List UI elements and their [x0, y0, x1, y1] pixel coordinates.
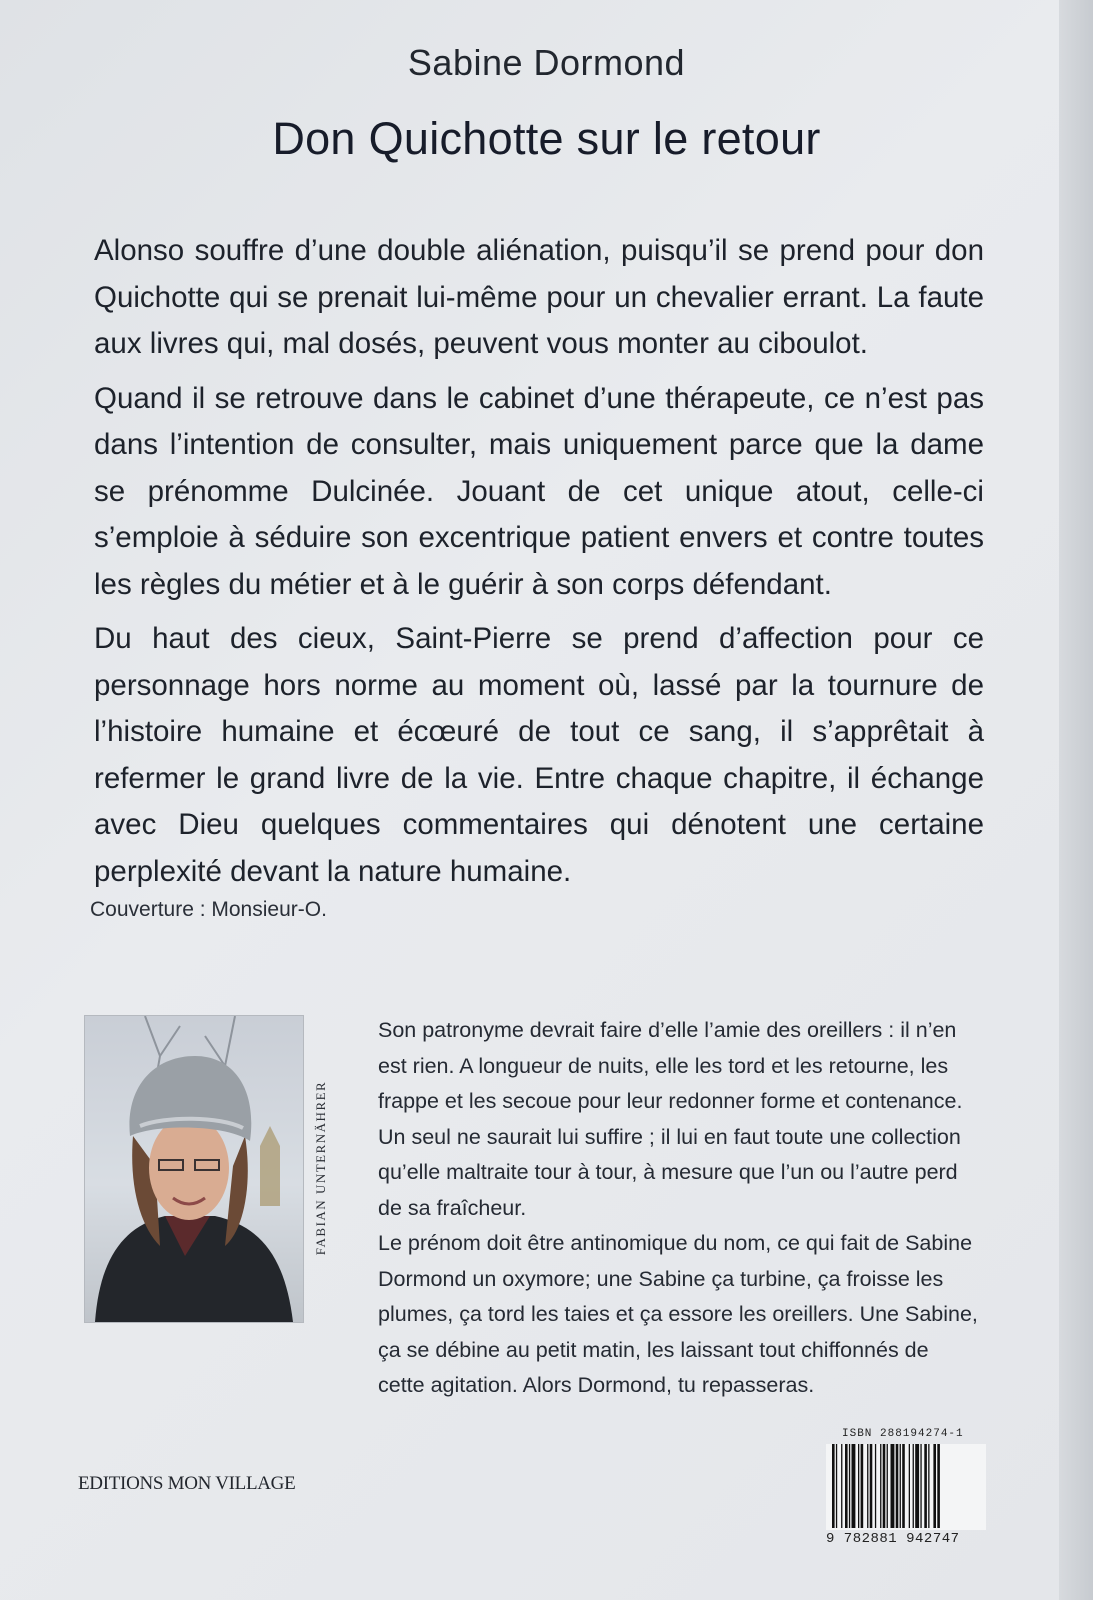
cover-edge [1059, 0, 1093, 1600]
blurb-paragraph: Quand il se retrouve dans le cabinet d’une thérapeute, ce n’est pas dans l’intention de consulter, mais uniquement parce que la dame se prénomme Dulcinée. Jouant de cet unique atout, celle-ci s’emploie à séduire son excentrique patient envers et contre toutes les règles du métier et à le guérir à son corps défendant. [94, 381, 984, 601]
blurb-paragraph: Du haut des cieux, Saint-Pierre se prend d’affection pour ce personnage hors norme au moment où, lassé par la tournure de l’histoire humaine et écœuré de tout ce sang, il s’apprêtait à refermer le grand livre de la vie. Entre chaque chapitre, il échange avec Dieu quelques commentaires qui dénotent une certaine perplexité devant la nature humaine. [94, 622, 984, 888]
barcode-block [826, 1428, 986, 1558]
book-title: Don Quichotte sur le retour [272, 113, 821, 164]
blurb-paragraph: Alonso souffre d’une double aliénation, puisqu’il se prend pour don Quichotte qui se prenait lui-même pour un chevalier errant. La faute aux livres qui, mal dosés, peuvent vous monter au ciboulot. [94, 234, 984, 360]
barcode [826, 1444, 986, 1530]
author-name: Sabine Dormond [407, 42, 686, 83]
author-bio [378, 1013, 978, 1404]
ean-text: 9 782881 942747 [826, 1531, 960, 1547]
isbn-text: ISBN 288194274-1 [842, 1428, 964, 1440]
photo-credit-text: FABIAN UNTERNÄHRER [313, 1080, 328, 1256]
blurb [94, 228, 984, 903]
author-portrait-image [85, 1016, 303, 1322]
photo-credit [307, 1015, 335, 1321]
cover-credit: Couverture : Monsieur-O. [90, 898, 327, 921]
bio-paragraph: Son patronyme devrait faire d’elle l’amie des oreillers : il n’en est rien. A longueur de nuits, elle les tord et les retourne, les frappe et les secoue pour leur redonner forme et contenance. Un seul ne saurait lui suffire ; il lui en faut toute une collection qu’elle maltraite tour à tour, à mesure que l’un ou l’autre perd de sa fraîcheur. [378, 1018, 963, 1220]
author-photo [84, 1015, 304, 1323]
bio-paragraph: Le prénom doit être antinomique du nom, ce qui fait de Sabine Dormond un oxymore; une Sabine ça turbine, ça froisse les plumes, ça tord les taies et ça essore les oreillers. Une Sabine, ça se débine au petit matin, les laissant tout chiffonnés de cette agitation. Alors Dormond, tu repasseras. [378, 1231, 978, 1397]
publisher-name: EDITIONS MON VILLAGE [78, 1473, 296, 1494]
